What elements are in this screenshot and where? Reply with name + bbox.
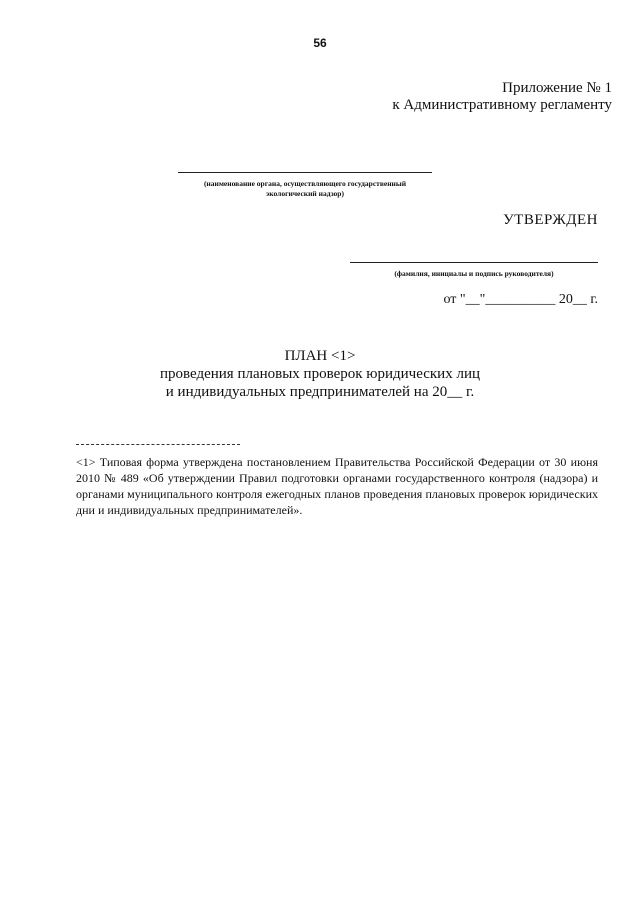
plan-subtitle-line1: проведения плановых проверок юридических лиц bbox=[159, 366, 481, 382]
footnote-separator bbox=[76, 444, 240, 445]
approval-date-line: от "__"__________ 20__ г. bbox=[443, 292, 598, 307]
org-name-field bbox=[178, 172, 432, 199]
org-name-caption bbox=[178, 179, 432, 199]
head-signature-caption: (фамилия, инициалы и подпись руководителя) bbox=[394, 269, 554, 278]
head-signature-underline bbox=[350, 262, 598, 263]
appendix-reference bbox=[392, 80, 612, 114]
plan-title-block bbox=[0, 347, 640, 401]
plan-title: ПЛАН <1> bbox=[284, 348, 356, 364]
org-caption-line2: экологический надзор) bbox=[266, 189, 344, 198]
head-signature-field bbox=[350, 262, 598, 278]
appendix-line2: к Административному регламенту bbox=[392, 97, 612, 113]
plan-subtitle-line2: и индивидуальных предпринимателей на 20__ г. bbox=[165, 384, 475, 400]
page-number: 56 bbox=[313, 36, 327, 50]
approved-heading: УТВЕРЖДЕН bbox=[503, 212, 598, 228]
org-caption-line1: (наименование органа, осуществляющего государственный bbox=[203, 179, 407, 188]
org-name-underline bbox=[178, 172, 432, 173]
footnote-text: <1> Типовая форма утверждена постановлением Правительства Российской Федерации от 30 июня 2010 № 489 «Об утверждении Правил подготовки органами государственного контроля (надзора) и органами муниципального контроля ежегодных планов проведения плановых проверок юридических дни и индивидуальных предпринимателей». bbox=[76, 455, 598, 517]
appendix-line1: Приложение № 1 bbox=[502, 80, 612, 96]
